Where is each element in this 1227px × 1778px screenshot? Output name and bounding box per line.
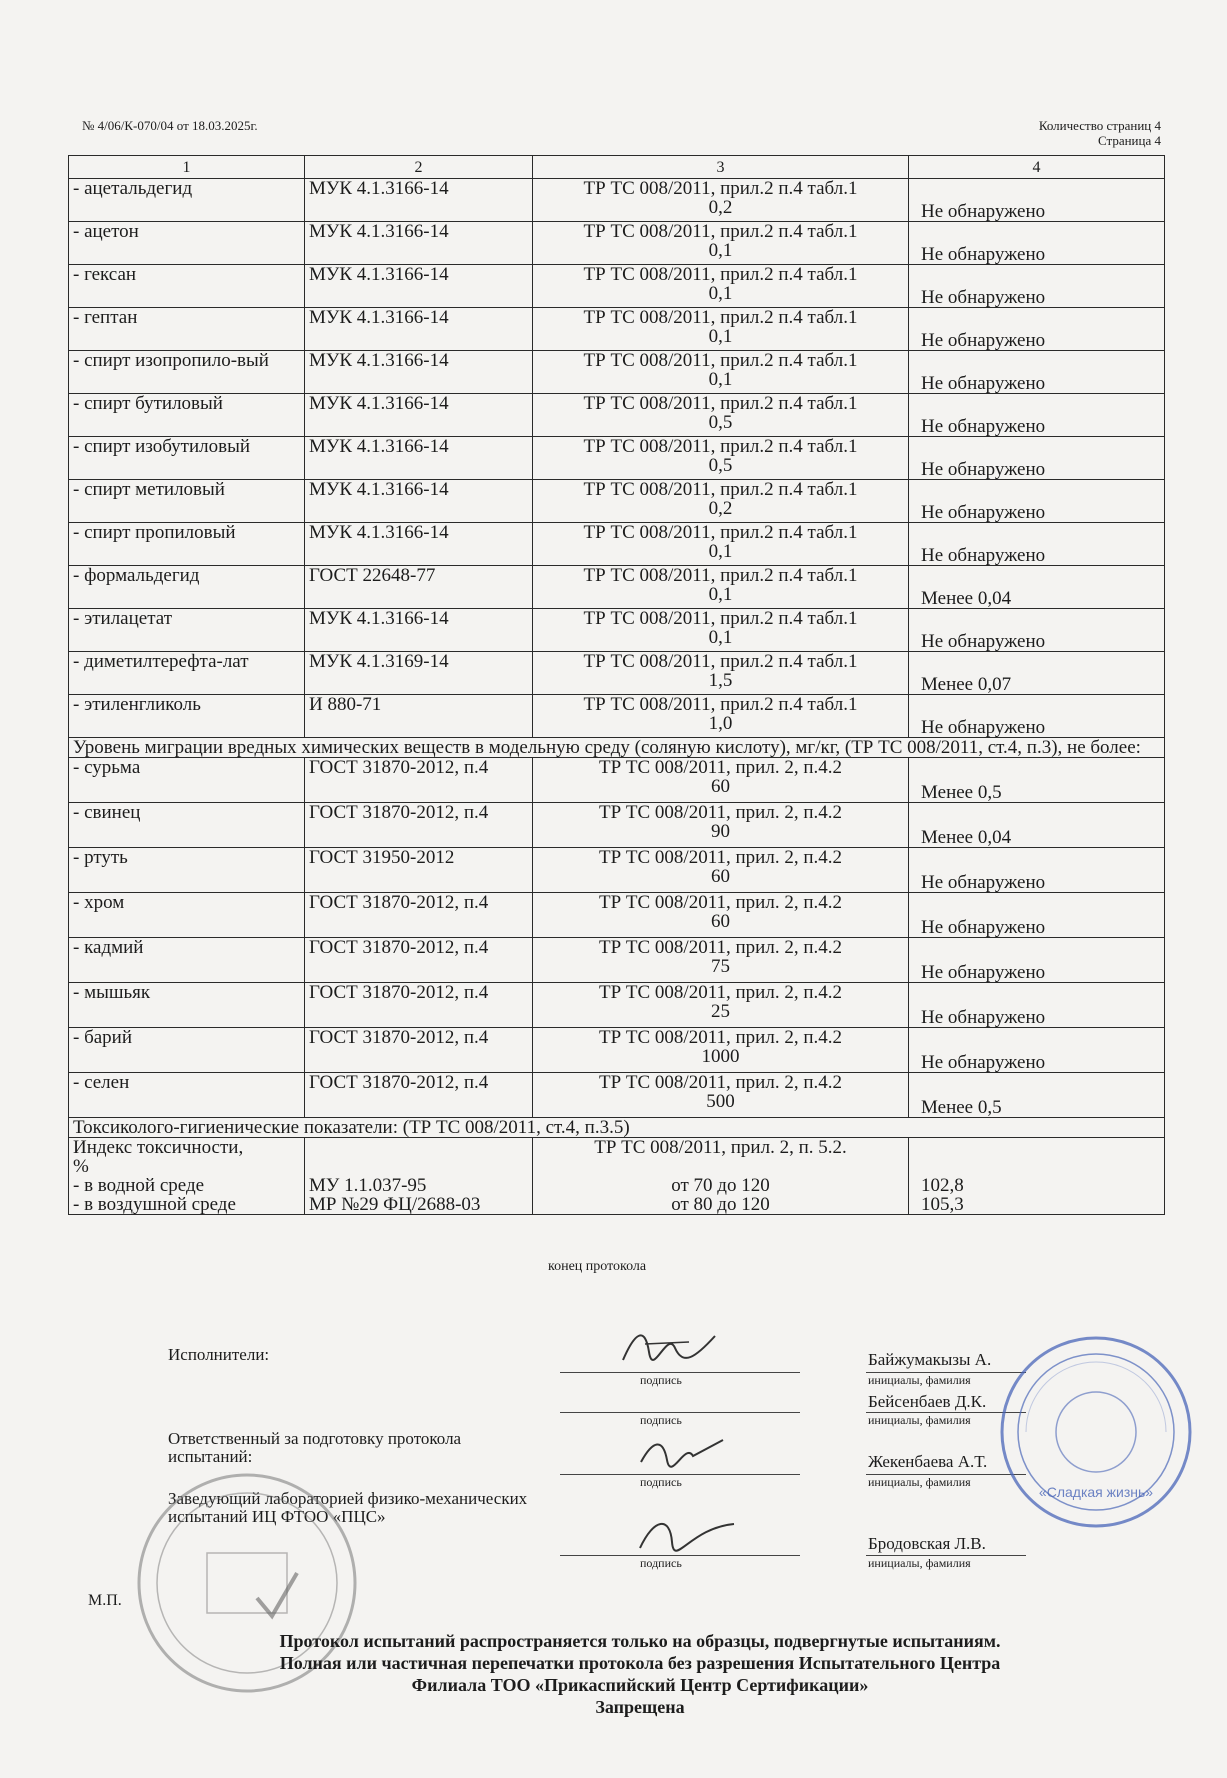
norm-value: 0,2: [708, 197, 733, 218]
footer-notice: [150, 1630, 1130, 1718]
section-heading: Токсиколого-гигиенические показатели: (ТР ТС 008/2011, ст.4, п.3.5): [69, 1118, 1165, 1138]
norm-cell: [533, 480, 909, 523]
table-row: [69, 609, 1165, 652]
norm-cell: [533, 308, 909, 351]
indicator-name: - гептан: [69, 308, 305, 351]
test-result: Не обнаружено: [909, 308, 1165, 351]
norm-value: 90: [711, 821, 730, 842]
table-row: [69, 523, 1165, 566]
section-row-toxic: [69, 1118, 1165, 1138]
test-method: И 880-71: [305, 695, 533, 738]
indicator-name: - сурьма: [69, 758, 305, 803]
norm-cell: [533, 523, 909, 566]
test-result: Менее 0,04: [909, 803, 1165, 848]
indicator-name: - ртуть: [69, 848, 305, 893]
test-result: Не обнаружено: [909, 609, 1165, 652]
test-result: Не обнаружено: [909, 983, 1165, 1028]
test-method: ГОСТ 31870-2012, п.4: [305, 893, 533, 938]
norm-cell: [533, 566, 909, 609]
results-table: [68, 155, 1165, 1215]
norm-reference: ТР ТС 008/2011, прил. 2, п.4.2: [598, 982, 842, 1003]
table-row: [69, 652, 1165, 695]
norm-reference: ТР ТС 008/2011, прил.2 п.4 табл.1: [583, 178, 858, 199]
table-row: [69, 308, 1165, 351]
norm-value: 75: [711, 956, 730, 977]
signature-scribble-2: [635, 1432, 735, 1472]
col-number: 4: [909, 156, 1165, 179]
norm-reference: ТР ТС 008/2011, прил.2 п.4 табл.1: [583, 307, 858, 328]
test-method: МУК 4.1.3166-14: [305, 179, 533, 222]
indicator-name: - диметилтерефта-лат: [69, 652, 305, 695]
test-result: Не обнаружено: [909, 179, 1165, 222]
norm-cell: [533, 394, 909, 437]
doc-number: № 4/06/К-070/04 от 18.03.2025г.: [82, 118, 258, 133]
sign-caption: подпись: [640, 1475, 682, 1489]
test-method: ГОСТ 31870-2012, п.4: [305, 758, 533, 803]
footer-line: Протокол испытаний распространяется только на образцы, подвергнутые испытаниям.: [279, 1631, 1001, 1651]
test-result: Не обнаружено: [909, 222, 1165, 265]
toxicity-norm: [533, 1138, 909, 1215]
test-method: МУК 4.1.3166-14: [305, 609, 533, 652]
norm-cell: [533, 351, 909, 394]
air-result: 105,3: [921, 1194, 964, 1215]
test-result: Менее 0,5: [909, 1073, 1165, 1118]
table-row: [69, 848, 1165, 893]
norm-reference: ТР ТС 008/2011, прил.2 п.4 табл.1: [583, 565, 858, 586]
test-method: МУК 4.1.3166-14: [305, 437, 533, 480]
norm-cell: [533, 179, 909, 222]
footer-line: Филиала ТОО «Прикаспийский Центр Сертификации»: [411, 1675, 869, 1695]
norm-value: 60: [711, 866, 730, 887]
col-number: 1: [69, 156, 305, 179]
test-method: МУК 4.1.3166-14: [305, 394, 533, 437]
signer-name: Жекенбаева А.Т.: [868, 1452, 988, 1471]
test-result: Не обнаружено: [909, 938, 1165, 983]
norm-reference: ТР ТС 008/2011, прил. 2, п.4.2: [598, 937, 842, 958]
section-heading: Уровень миграции вредных химических веществ в модельную среду (соляную кислоту), мг/кг, (ТР ТС 008/2011, ст.4, п.3), не более:: [69, 738, 1165, 758]
water-method: МУ 1.1.037-95: [309, 1175, 427, 1196]
air-method: МР №29 ФЦ/2688-03: [309, 1194, 481, 1215]
norm-reference: ТР ТС 008/2011, прил. 2, п.4.2: [598, 1072, 842, 1093]
toxicity-result: [909, 1138, 1165, 1215]
sign-caption: подпись: [640, 1413, 682, 1427]
test-result: Не обнаружено: [909, 265, 1165, 308]
indicator-name: - свинец: [69, 803, 305, 848]
indicator-name: - мышьяк: [69, 983, 305, 1028]
test-result: Не обнаружено: [909, 848, 1165, 893]
norm-cell: [533, 652, 909, 695]
table-row: [69, 1073, 1165, 1118]
norm-value: 0,1: [708, 584, 733, 605]
table-row: [69, 938, 1165, 983]
indicator-name: - формальдегид: [69, 566, 305, 609]
indicator-name: - гексан: [69, 265, 305, 308]
norm-cell: [533, 758, 909, 803]
page-current: Страница 4: [1097, 133, 1161, 148]
initials-caption: инициалы, фамилия: [868, 1475, 971, 1489]
norm-reference: ТР ТС 008/2011, прил.2 п.4 табл.1: [583, 694, 858, 715]
norm-cell: [533, 803, 909, 848]
column-numbers-row: [69, 156, 1165, 179]
norm-reference: ТР ТС 008/2011, прил.2 п.4 табл.1: [583, 608, 858, 629]
norm-reference: ТР ТС 008/2011, прил.2 п.4 табл.1: [583, 393, 858, 414]
test-method: ГОСТ 31870-2012, п.4: [305, 803, 533, 848]
norm-cell: [533, 222, 909, 265]
norm-reference: ТР ТС 008/2011, прил.2 п.4 табл.1: [583, 436, 858, 457]
water-result: 102,8: [921, 1175, 964, 1196]
test-method: ГОСТ 31870-2012, п.4: [305, 983, 533, 1028]
indicator-name: - барий: [69, 1028, 305, 1073]
stamp-place-label: М.П.: [88, 1592, 122, 1609]
norm-cell: [533, 265, 909, 308]
norm-reference: ТР ТС 008/2011, прил. 2, п.4.2: [598, 757, 842, 778]
test-result: Менее 0,04: [909, 566, 1165, 609]
table-row: [69, 265, 1165, 308]
test-method: ГОСТ 31870-2012, п.4: [305, 938, 533, 983]
test-method: МУК 4.1.3166-14: [305, 523, 533, 566]
indicator-name: - спирт пропиловый: [69, 523, 305, 566]
table-row: [69, 983, 1165, 1028]
signer-name: Байжумакызы А.: [868, 1350, 992, 1369]
test-result: Не обнаружено: [909, 437, 1165, 480]
table-row: [69, 1028, 1165, 1073]
toxicity-norm-reference: ТР ТС 008/2011, прил. 2, п. 5.2.: [594, 1137, 847, 1158]
initials-caption: инициалы, фамилия: [868, 1413, 971, 1427]
norm-cell: [533, 848, 909, 893]
air-norm: от 80 до 120: [671, 1194, 770, 1215]
test-method: ГОСТ 31870-2012, п.4: [305, 1028, 533, 1073]
table-row: [69, 480, 1165, 523]
norm-value: 1,5: [708, 670, 733, 691]
test-method: МУК 4.1.3166-14: [305, 222, 533, 265]
norm-value: 60: [711, 911, 730, 932]
norm-reference: ТР ТС 008/2011, прил. 2, п.4.2: [598, 892, 842, 913]
test-method: МУК 4.1.3166-14: [305, 308, 533, 351]
norm-value: 1,0: [708, 713, 733, 734]
table-row-toxicity: [69, 1138, 1165, 1215]
table-row: [69, 566, 1165, 609]
toxicity-indicator: [69, 1138, 305, 1215]
norm-reference: ТР ТС 008/2011, прил.2 п.4 табл.1: [583, 350, 858, 371]
performers-label: Исполнители:: [168, 1345, 270, 1364]
test-result: Не обнаружено: [909, 695, 1165, 738]
indicator-name: - спирт изопропило-вый: [69, 351, 305, 394]
footer-line: Полная или частичная перепечатки протокола без разрешения Испытательного Центра: [279, 1653, 1001, 1673]
initials-caption: инициалы, фамилия: [868, 1556, 971, 1570]
toxicity-method: [305, 1138, 533, 1215]
norm-cell: [533, 983, 909, 1028]
norm-value: 60: [711, 776, 730, 797]
norm-value: 0,1: [708, 326, 733, 347]
table-row: [69, 351, 1165, 394]
table-row: [69, 394, 1165, 437]
table-row: [69, 893, 1165, 938]
norm-reference: ТР ТС 008/2011, прил.2 п.4 табл.1: [583, 221, 858, 242]
col-number: 2: [305, 156, 533, 179]
end-of-protocol: конец протокола: [548, 1259, 647, 1274]
table-row: [69, 758, 1165, 803]
test-result: Не обнаружено: [909, 480, 1165, 523]
test-method: МУК 4.1.3169-14: [305, 652, 533, 695]
norm-value: 0,5: [708, 412, 733, 433]
norm-value: 0,5: [708, 455, 733, 476]
norm-value: 0,1: [708, 369, 733, 390]
indicator-name: - кадмий: [69, 938, 305, 983]
responsible-label: Ответственный за подготовку протокола испытаний:: [168, 1429, 462, 1466]
norm-reference: ТР ТС 008/2011, прил. 2, п.4.2: [598, 1027, 842, 1048]
indicator-name: - ацетальдегид: [69, 179, 305, 222]
indicator-name: - селен: [69, 1073, 305, 1118]
toxicity-title: Индекс токсичности, %: [73, 1137, 244, 1177]
test-result: Менее 0,07: [909, 652, 1165, 695]
norm-cell: [533, 1028, 909, 1073]
norm-cell: [533, 893, 909, 938]
table-row: [69, 222, 1165, 265]
norm-reference: ТР ТС 008/2011, прил.2 п.4 табл.1: [583, 264, 858, 285]
norm-value: 0,1: [708, 627, 733, 648]
norm-value: 0,1: [708, 240, 733, 261]
indicator-name: - ацетон: [69, 222, 305, 265]
indicator-name: - спирт бутиловый: [69, 394, 305, 437]
page-info: [1039, 118, 1161, 148]
air-label: - в воздушной среде: [73, 1194, 236, 1215]
norm-cell: [533, 437, 909, 480]
indicator-name: - спирт изобутиловый: [69, 437, 305, 480]
test-result: Не обнаружено: [909, 523, 1165, 566]
norm-cell: [533, 695, 909, 738]
indicator-name: - хром: [69, 893, 305, 938]
test-method: ГОСТ 22648-77: [305, 566, 533, 609]
test-method: МУК 4.1.3166-14: [305, 351, 533, 394]
test-result: Не обнаружено: [909, 351, 1165, 394]
indicator-name: - этиленгликоль: [69, 695, 305, 738]
norm-value: 500: [706, 1091, 735, 1112]
stamp-text: «Сладкая жизнь»: [1038, 1484, 1154, 1500]
norm-cell: [533, 938, 909, 983]
test-result: Не обнаружено: [909, 1028, 1165, 1073]
indicator-name: - спирт метиловый: [69, 480, 305, 523]
water-label: - в водной среде: [73, 1175, 205, 1196]
norm-value: 1000: [701, 1046, 740, 1067]
pages-total: Количество страниц 4: [1038, 118, 1161, 133]
sign-caption: подпись: [640, 1556, 682, 1570]
test-method: ГОСТ 31950-2012: [305, 848, 533, 893]
table-row: [69, 695, 1165, 738]
test-result: Не обнаружено: [909, 893, 1165, 938]
test-result: Не обнаружено: [909, 394, 1165, 437]
norm-value: 25: [711, 1001, 730, 1022]
col-number: 3: [533, 156, 909, 179]
initials-caption: инициалы, фамилия: [868, 1373, 971, 1387]
indicator-name: - этилацетат: [69, 609, 305, 652]
norm-reference: ТР ТС 008/2011, прил. 2, п.4.2: [598, 847, 842, 868]
norm-value: 0,1: [708, 541, 733, 562]
table-row: [69, 437, 1165, 480]
norm-cell: [533, 609, 909, 652]
test-method: МУК 4.1.3166-14: [305, 480, 533, 523]
norm-cell: [533, 1073, 909, 1118]
norm-reference: ТР ТС 008/2011, прил.2 п.4 табл.1: [583, 651, 858, 672]
test-method: ГОСТ 31870-2012, п.4: [305, 1073, 533, 1118]
section-row-migration: [69, 738, 1165, 758]
norm-value: 0,2: [708, 498, 733, 519]
norm-reference: ТР ТС 008/2011, прил.2 п.4 табл.1: [583, 522, 858, 543]
sign-caption: подпись: [640, 1373, 682, 1387]
water-norm: от 70 до 120: [671, 1175, 770, 1196]
footer-line: Запрещена: [595, 1697, 685, 1717]
signer-name: Бейсенбаев Д.К.: [868, 1392, 987, 1411]
norm-value: 0,1: [708, 283, 733, 304]
test-method: МУК 4.1.3166-14: [305, 265, 533, 308]
signature-scribble-3: [630, 1512, 740, 1556]
test-result: Менее 0,5: [909, 758, 1165, 803]
norm-reference: ТР ТС 008/2011, прил. 2, п.4.2: [598, 802, 842, 823]
norm-reference: ТР ТС 008/2011, прил.2 п.4 табл.1: [583, 479, 858, 500]
table-row: [69, 803, 1165, 848]
signer-name: Бродовская Л.В.: [868, 1534, 986, 1553]
table-row: [69, 179, 1165, 222]
head-label: Заведующий лабораторией физико-механических испытаний ИЦ ФТОО «ПЦС»: [168, 1489, 528, 1526]
company-stamp-icon: [996, 1332, 1196, 1532]
signature-scribble-1: [615, 1322, 725, 1374]
